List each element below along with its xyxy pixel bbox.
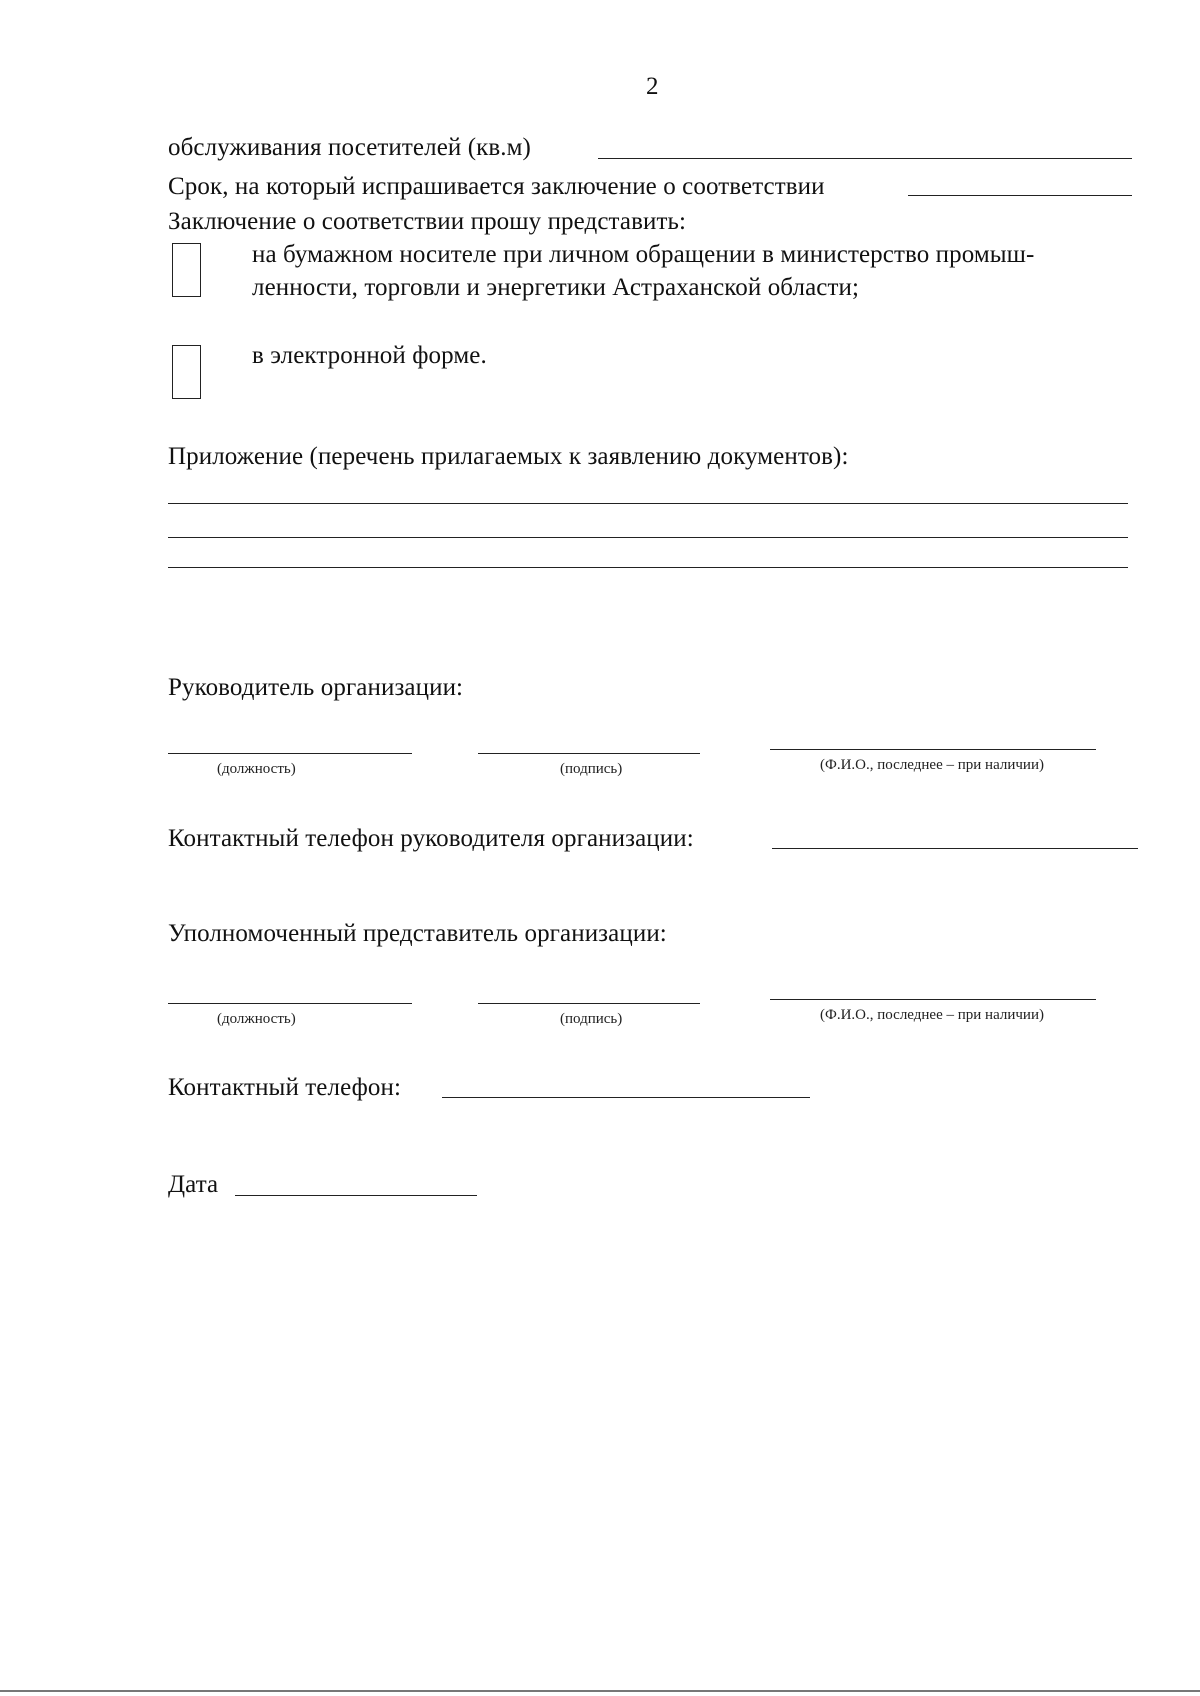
head-phone-label: Контактный телефон руководителя организации: — [168, 825, 694, 852]
delivery-heading: Заключение о соответствии прошу представить: — [168, 208, 687, 235]
head-signature-field[interactable] — [478, 753, 700, 754]
representative-name-caption: (Ф.И.О., последнее – при наличии) — [820, 1007, 1044, 1023]
head-heading: Руководитель организации: — [168, 674, 464, 701]
date-field[interactable] — [235, 1195, 477, 1196]
representative-position-caption: (должность) — [217, 1011, 296, 1027]
representative-signature-field[interactable] — [478, 1003, 700, 1004]
representative-heading: Уполномоченный представитель организации: — [168, 920, 667, 947]
paper-option-label-line1: на бумажном носителе при личном обращении в министерство промыш- — [252, 241, 1035, 268]
head-name-field[interactable] — [770, 749, 1096, 750]
paper-option-checkbox[interactable] — [172, 243, 201, 297]
date-label: Дата — [168, 1171, 219, 1198]
appendix-line-2[interactable] — [168, 537, 1128, 538]
term-field[interactable] — [908, 195, 1132, 196]
page-number: 2 — [646, 73, 659, 100]
representative-phone-field[interactable] — [442, 1097, 810, 1098]
service-area-label: обслуживания посетителей (кв.м) — [168, 134, 531, 161]
electronic-option-label: в электронной форме. — [252, 342, 487, 369]
representative-phone-label: Контактный телефон: — [168, 1074, 402, 1101]
head-name-caption: (Ф.И.О., последнее – при наличии) — [820, 757, 1044, 773]
service-area-field[interactable] — [598, 158, 1132, 159]
head-position-caption: (должность) — [217, 761, 296, 777]
representative-name-field[interactable] — [770, 999, 1096, 1000]
term-label: Срок, на который испрашивается заключение о соответствии — [168, 173, 825, 200]
appendix-line-3[interactable] — [168, 567, 1128, 568]
head-position-field[interactable] — [168, 753, 412, 754]
head-signature-caption: (подпись) — [560, 761, 623, 777]
electronic-option-checkbox[interactable] — [172, 345, 201, 399]
representative-position-field[interactable] — [168, 1003, 412, 1004]
head-phone-field[interactable] — [772, 848, 1138, 849]
representative-signature-caption: (подпись) — [560, 1011, 623, 1027]
appendix-line-1[interactable] — [168, 503, 1128, 504]
appendix-heading: Приложение (перечень прилагаемых к заявлению документов): — [168, 443, 849, 470]
page-bottom-edge — [0, 1690, 1200, 1692]
paper-option-label-line2: ленности, торговли и энергетики Астраханской области; — [252, 274, 860, 301]
